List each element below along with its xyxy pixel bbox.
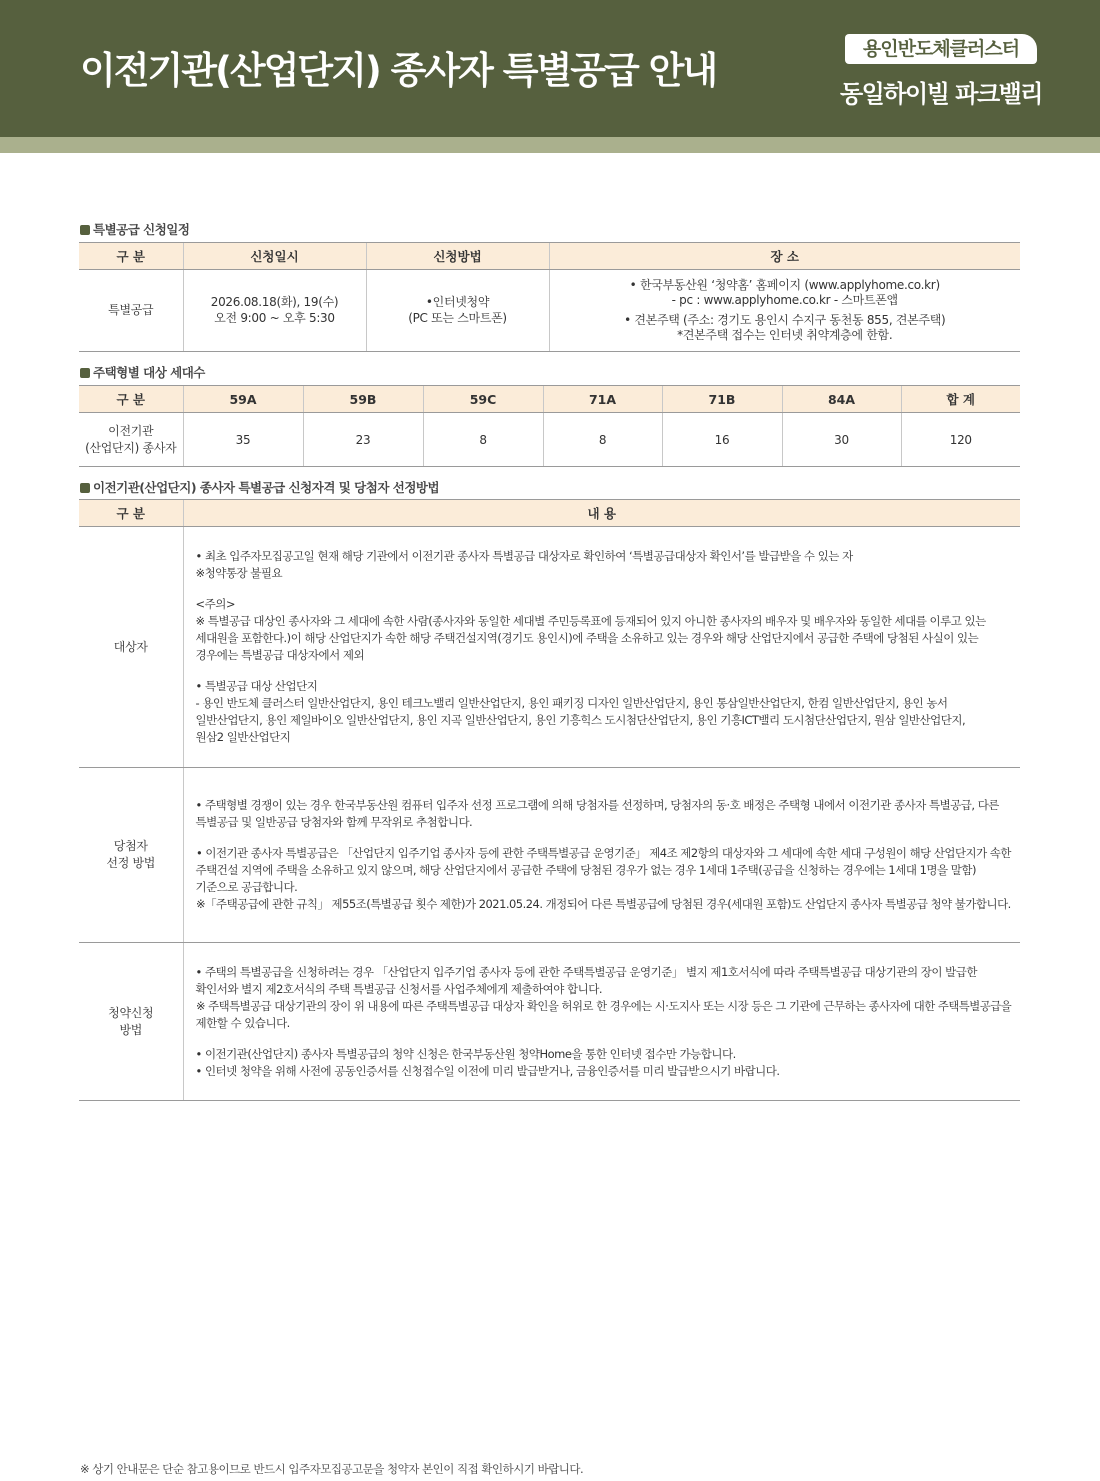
unit-total-cell: 120 [901,413,1020,467]
column-header: 내 용 [183,500,1020,527]
content-line: 확인서와 별지 제2호서식의 주택 특별공급 신청서를 사업주체에게 제출하여야 합니다. [195,981,603,996]
row-label: 이전기관 (산업단지) 종사자 [79,413,183,467]
unit-count-cell: 35 [183,413,303,467]
page-title: 이전기관(산업단지) 종사자 특별공급 안내 [80,49,717,92]
content-line: ※ 주택특별공급 대상기관의 장이 위 내용에 따른 주택특별공급 대상자 확인을 허위로 한 경우에는 시·도지사 또는 시장 등은 그 기관에 근무하는 종사자에 대한 주택특별공급을 [195,998,1011,1013]
content-line: • 최초 입주자모집공고일 현재 해당 기관에서 이전기관 종사자 특별공급 대상자로 확인하여 ‘특별공급대상자 확인서’를 발급받을 수 있는 자 [195,549,853,563]
content-line: ※「주택공급에 관한 규칙」 제55조(특별공급 횟수 제한)가 2021.05.24. 개정되어 다른 특별공급에 당첨된 경우(세대원 포함)도 산업단지 종사자 특별공급 청약 불가합니다. [195,897,1011,911]
table-row [79,943,1020,1101]
table-header-row [79,500,1020,527]
column-header: 구 분 [79,243,183,270]
column-header: 신청방법 [366,243,549,270]
date-cell: 2026.08.18(화), 19(수) 오전 9:00 ~ 오후 5:30 [183,270,366,352]
table-row [79,527,1020,768]
table-header-row [79,243,1020,270]
table-header-row [79,386,1020,413]
content-cell [183,768,1020,943]
unit-count-cell: 8 [423,413,543,467]
column-header: 구 분 [79,386,183,413]
content-line: • 이전기관 종사자 특별공급은 「산업단지 입주기업 종사자 등에 관한 주택특별공급 운영기준」 제4조 제2항의 대상자와 그 세대에 속한 세대 구성원이 해당 산업단지가 속한 [195,846,1011,860]
footer-note: ※ 상기 안내문은 단순 참고용이므로 반드시 입주자모집공고문을 청약자 본인이 직접 확인하시기 바랍니다. [80,1462,584,1476]
content-cell [183,527,1020,768]
column-header: 59A [183,386,303,413]
table-row [79,270,1020,352]
column-header: 신청일시 [183,243,366,270]
content-line: 기준으로 공급합니다. [195,880,298,894]
content-line: 경우에는 특별공급 대상자에서 제외 [195,648,365,662]
content-line: • 이전기관(산업단지) 종사자 특별공급의 청약 신청은 한국부동산원 청약Home을 통한 인터넷 접수만 가능합니다. [195,1046,736,1061]
eligibility-section-title: 이전기관(산업단지) 종사자 특별공급 신청자격 및 당첨자 선정방법 [80,478,439,496]
column-header: 59B [303,386,423,413]
column-header: 84A [782,386,901,413]
content-line: 세대원을 포함한다.)이 해당 산업단지가 속한 해당 주택건설지역(경기도 용인시)에 주택을 소유하고 있는 경우와 해당 산업단지에서 공급한 주택에 당첨된 사실이 있는 [195,631,979,645]
eligibility-table [79,499,1020,1101]
column-header: 59C [423,386,543,413]
schedule-table [79,242,1020,352]
brand-badge: 용인반도체클러스터 [845,34,1037,64]
unit-count-cell: 23 [303,413,423,467]
table-row [79,413,1020,467]
table-row [79,768,1020,943]
brand-name: 동일하이빌 파크밸리 [839,80,1042,108]
content-line: ※ 특별공급 대상인 종사자와 그 세대에 속한 사람(종사자와 동일한 세대별 주민등록표에 등재되어 있지 아니한 종사자의 배우자 및 배우자와 동일한 세대를 이루고 있는 [195,614,986,628]
content-line: - 용인 반도체 클러스터 일반산업단지, 용인 테크노밸리 일반산업단지, 용인 패키징 디자인 일반산업단지, 용인 통삼일반산업단지, 한컴 일반산업단지, 용인 농서 [195,696,948,710]
content-line: 일반산업단지, 용인 제일바이오 일반산업단지, 용인 지곡 일반산업단지, 용인 기흥힉스 도시첨단산업단지, 용인 기흥ICT밸리 도시첨단산업단지, 원삼 일반산업단지, [195,713,966,727]
content-line: <주의> [195,597,235,611]
content-line: 주택건설 지역에 주택을 소유하고 있지 않으며, 해당 산업단지에서 공급한 주택에 당첨된 경우가 없는 경우 1세대 1주택(공급을 신청하는 경우에는 1세대 1명을 말함) [195,863,976,877]
column-header: 장 소 [549,243,1020,270]
content-line: • 주택형별 경쟁이 있는 경우 한국부동산원 컴퓨터 입주자 선정 프로그램에 의해 당첨자를 선정하며, 당첨자의 동·호 배정은 주택형 내에서 이전기관 종사자 특별공급, 다른 [195,798,999,812]
column-header: 구 분 [79,500,183,527]
content-line: • 인터넷 청약을 위해 사전에 공동인증서를 신청접수일 이전에 미리 발급받거나, 금융인증서를 미리 발급받으시기 바랍니다. [195,1063,780,1078]
header-stripe [0,137,1100,153]
bullet-square-icon [80,225,90,235]
column-header: 71A [543,386,662,413]
column-header: 71B [662,386,782,413]
row-label: 당첨자 선정 방법 [79,768,183,943]
content-line: 제한할 수 있습니다. [195,1015,290,1030]
place-cell: • 한국부동산원 ‘청약홈’ 홈페이지 (www.applyhome.co.kr) - pc : www.applyhome.co.kr - 스마트폰앱 • 견본주택 (주소: 경기도 용인시 수지구 동천동 855, 견본주택) *견본주택 접수는 인터넷 취약계층에 한함. [549,270,1020,352]
row-label: 특별공급 [79,270,183,352]
content-line: 원삼2 일반산업단지 [195,730,291,744]
units-section-title: 주택형별 대상 세대수 [80,363,205,381]
content-line: • 특별공급 대상 산업단지 [195,679,318,693]
row-label: 대상자 [79,527,183,768]
column-header: 합 계 [901,386,1020,413]
content-line: 특별공급 및 일반공급 당첨자와 함께 무작위로 추첨합니다. [195,815,473,829]
units-table [79,385,1020,467]
schedule-section-title: 특별공급 신청일정 [80,220,189,238]
content-line: ※청약통장 불필요 [195,566,283,580]
unit-count-cell: 8 [543,413,662,467]
method-cell: •인터넷청약 (PC 또는 스마트폰) [366,270,549,352]
content-cell [183,943,1020,1101]
row-label: 청약신청 방법 [79,943,183,1101]
content-line: • 주택의 특별공급을 신청하려는 경우 「산업단지 입주기업 종사자 등에 관한 주택특별공급 운영기준」 별지 제1호서식에 따라 주택특별공급 대상기관의 장이 발급한 [195,964,977,979]
bullet-square-icon [80,483,90,493]
unit-count-cell: 16 [662,413,782,467]
unit-count-cell: 30 [782,413,901,467]
bullet-square-icon [80,368,90,378]
